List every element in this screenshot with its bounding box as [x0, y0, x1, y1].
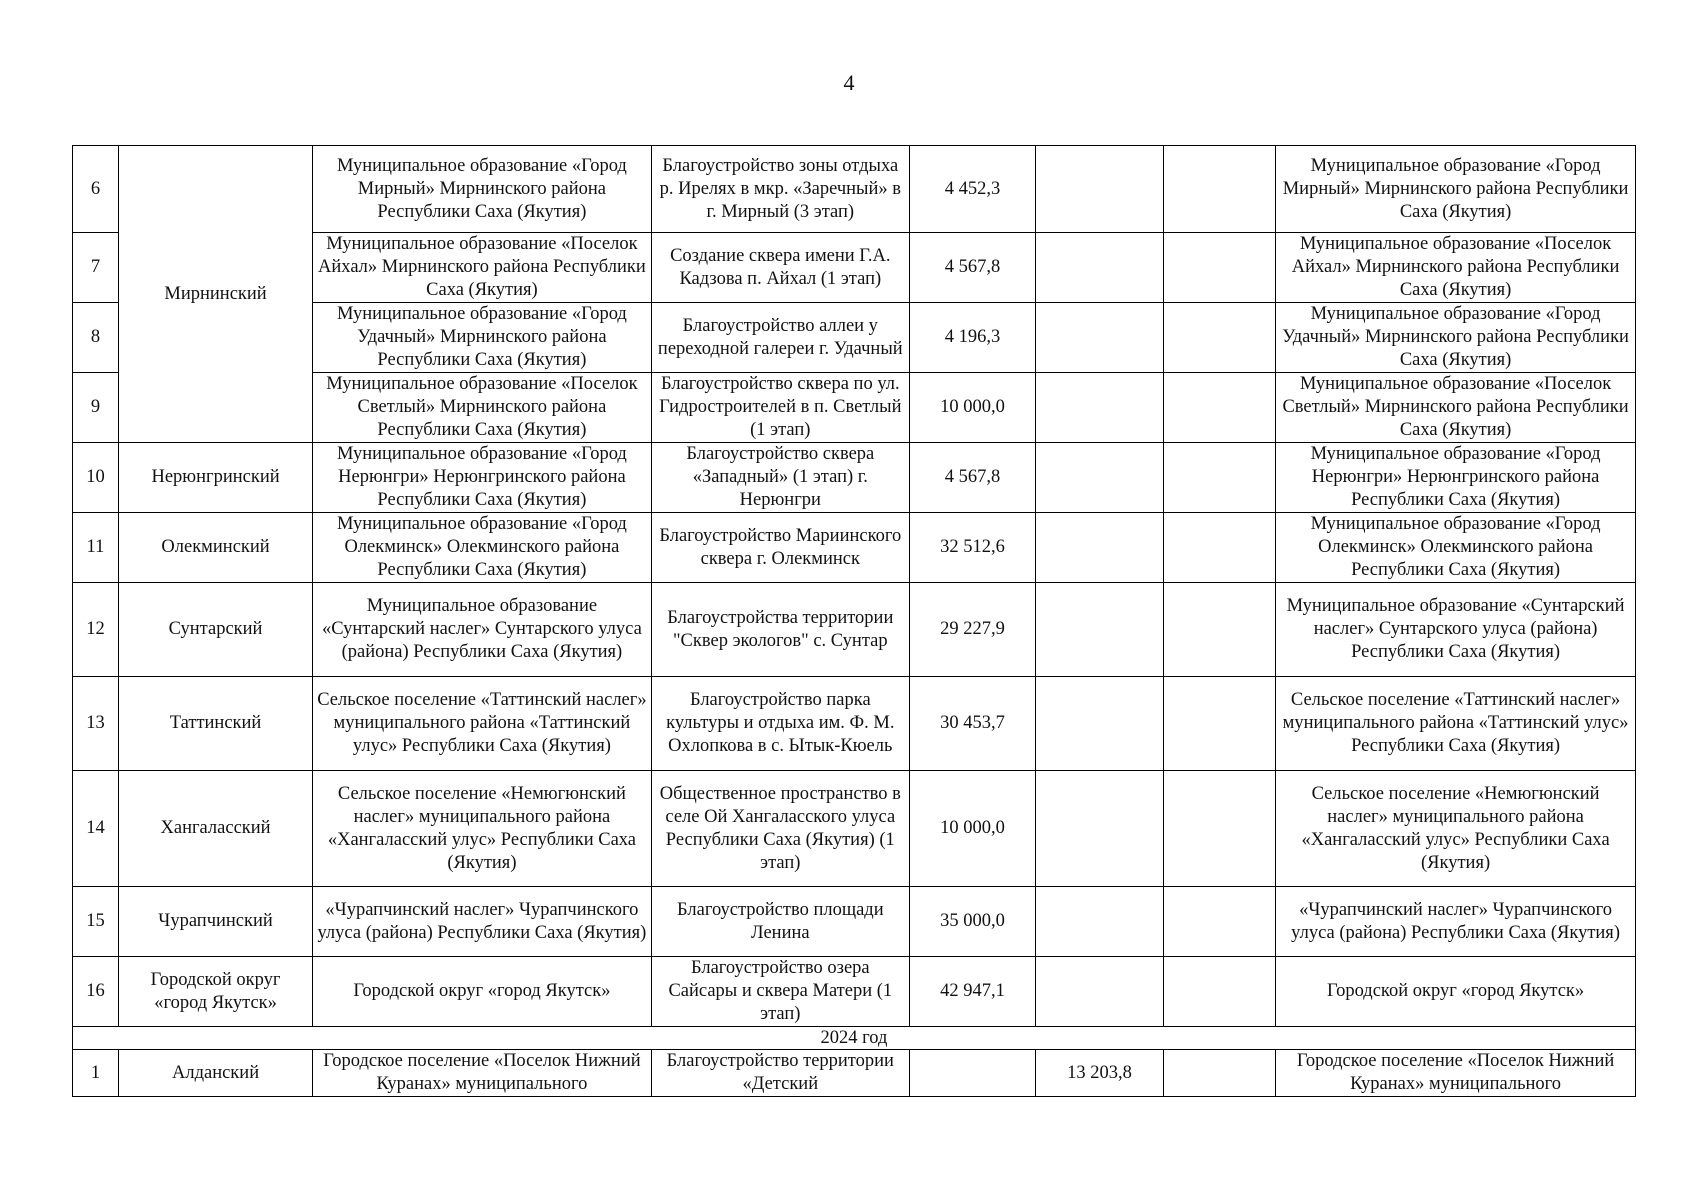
table-row [73, 887, 1636, 957]
table-row [73, 443, 1636, 513]
district-cell: Мирнинский [118, 146, 312, 443]
municipality-cell: Муниципальное образование «Город Нерюнгри» Нерюнгринского района Республики Саха (Якутия) [313, 443, 651, 513]
amount-cell [1164, 1050, 1276, 1097]
executor-cell: Муниципальное образование «Город Мирный» Мирнинского района Республики Саха (Якутия) [1276, 146, 1636, 233]
row-number: 12 [73, 583, 119, 677]
row-number: 13 [73, 677, 119, 771]
project-cell: Благоустройство парка культуры и отдыха им. Ф. М. Охлопкова в с. Ытык-Кюель [651, 677, 909, 771]
row-number: 15 [73, 887, 119, 957]
amount-cell: 4 567,8 [909, 233, 1035, 303]
district-cell: Нерюнгринский [118, 443, 312, 513]
row-number: 7 [73, 233, 119, 303]
district-cell: Сунтарский [118, 583, 312, 677]
amount-cell [1035, 443, 1163, 513]
row-number: 1 [73, 1050, 119, 1097]
row-number: 6 [73, 146, 119, 233]
amount-cell [1164, 583, 1276, 677]
executor-cell: Городской округ «город Якутск» [1276, 957, 1636, 1027]
amount-cell [1164, 513, 1276, 583]
amount-cell [1164, 233, 1276, 303]
amount-cell: 4 567,8 [909, 443, 1035, 513]
table-row [73, 677, 1636, 771]
executor-cell: Городское поселение «Поселок Нижний Куранах» муниципального [1276, 1050, 1636, 1097]
amount-cell [1035, 957, 1163, 1027]
amount-cell [1035, 146, 1163, 233]
municipality-cell: Муниципальное образование «Сунтарский наслег» Сунтарского улуса (района) Республики Саха (Якутия) [313, 583, 651, 677]
row-number: 11 [73, 513, 119, 583]
amount-cell: 10 000,0 [909, 771, 1035, 887]
executor-cell: Муниципальное образование «Город Нерюнгри» Нерюнгринского района Республики Саха (Якутия) [1276, 443, 1636, 513]
project-cell: Общественное пространство в селе Ой Хангаласского улуса Республики Саха (Якутия) (1 этап) [651, 771, 909, 887]
page-number: 4 [843, 70, 855, 95]
executor-cell: «Чурапчинский наслег» Чурапчинского улуса (района) Республики Саха (Якутия) [1276, 887, 1636, 957]
executor-cell: Муниципальное образование «Поселок Светлый» Мирнинского района Республики Саха (Якутия) [1276, 373, 1636, 443]
municipality-cell: Муниципальное образование «Поселок Айхал» Мирнинского района Республики Саха (Якутия) [313, 233, 651, 303]
amount-cell: 42 947,1 [909, 957, 1035, 1027]
municipality-cell: «Чурапчинский наслег» Чурапчинского улуса (района) Республики Саха (Якутия) [313, 887, 651, 957]
district-cell: Хангаласский [118, 771, 312, 887]
project-cell: Благоустройство территории «Детский [651, 1050, 909, 1097]
project-cell: Благоустройство Мариинского сквера г. Олекминск [651, 513, 909, 583]
table-row [73, 583, 1636, 677]
project-cell: Благоустройство сквера «Западный» (1 этап) г. Нерюнгри [651, 443, 909, 513]
amount-cell: 4 196,3 [909, 303, 1035, 373]
amount-cell [1164, 443, 1276, 513]
amount-cell [1164, 771, 1276, 887]
table-row [73, 957, 1636, 1027]
municipality-cell: Городской округ «город Якутск» [313, 957, 651, 1027]
amount-cell [1035, 233, 1163, 303]
amount-cell: 35 000,0 [909, 887, 1035, 957]
amount-cell [1035, 303, 1163, 373]
project-cell: Благоустройство аллеи у переходной галереи г. Удачный [651, 303, 909, 373]
row-number: 8 [73, 303, 119, 373]
municipality-cell: Сельское поселение «Таттинский наслег» муниципального района «Таттинский улус» Республики Саха (Якутия) [313, 677, 651, 771]
row-number: 14 [73, 771, 119, 887]
amount-cell [1035, 677, 1163, 771]
project-cell: Благоустройства территории "Сквер экологов" с. Сунтар [651, 583, 909, 677]
amount-cell: 13 203,8 [1035, 1050, 1163, 1097]
municipality-cell: Муниципальное образование «Город Мирный» Мирнинского района Республики Саха (Якутия) [313, 146, 651, 233]
project-cell: Благоустройство озера Сайсары и сквера Матери (1 этап) [651, 957, 909, 1027]
amount-cell [1164, 677, 1276, 771]
table-row [73, 771, 1636, 887]
year-header: 2024 год [73, 1027, 1636, 1050]
row-number: 10 [73, 443, 119, 513]
executor-cell: Сельское поселение «Таттинский наслег» муниципального района «Таттинский улус» Республики Саха (Якутия) [1276, 677, 1636, 771]
executor-cell: Муниципальное образование «Город Удачный» Мирнинского района Республики Саха (Якутия) [1276, 303, 1636, 373]
municipality-cell: Муниципальное образование «Поселок Светлый» Мирнинского района Республики Саха (Якутия) [313, 373, 651, 443]
amount-cell [1164, 303, 1276, 373]
amount-cell [1164, 146, 1276, 233]
amount-cell [1164, 373, 1276, 443]
project-cell: Создание сквера имени Г.А. Кадзова п. Айхал (1 этап) [651, 233, 909, 303]
district-cell: Городской округ «город Якутск» [118, 957, 312, 1027]
municipality-cell: Сельское поселение «Немюгюнский наслег» муниципального района «Хангаласский улус» Республики Саха (Якутия) [313, 771, 651, 887]
table-row [73, 146, 1636, 233]
row-number: 9 [73, 373, 119, 443]
municipality-cell: Муниципальное образование «Город Олекминск» Олекминского района Республики Саха (Якутия) [313, 513, 651, 583]
executor-cell: Муниципальное образование «Город Олекминск» Олекминского района Республики Саха (Якутия) [1276, 513, 1636, 583]
projects-table [72, 145, 1636, 1097]
district-cell: Чурапчинский [118, 887, 312, 957]
row-number: 16 [73, 957, 119, 1027]
amount-cell: 30 453,7 [909, 677, 1035, 771]
project-cell: Благоустройство площади Ленина [651, 887, 909, 957]
table-row [73, 513, 1636, 583]
amount-cell [1164, 887, 1276, 957]
project-cell: Благоустройство сквера по ул. Гидростроителей в п. Светлый (1 этап) [651, 373, 909, 443]
amount-cell: 29 227,9 [909, 583, 1035, 677]
amount-cell [1035, 373, 1163, 443]
project-cell: Благоустройство зоны отдыха р. Ирелях в мкр. «Заречный» в г. Мирный (3 этап) [651, 146, 909, 233]
amount-cell [1035, 513, 1163, 583]
district-cell: Таттинский [118, 677, 312, 771]
municipality-cell: Муниципальное образование «Город Удачный» Мирнинского района Республики Саха (Якутия) [313, 303, 651, 373]
year-header-row [73, 1027, 1636, 1050]
amount-cell: 10 000,0 [909, 373, 1035, 443]
district-cell: Олекминский [118, 513, 312, 583]
executor-cell: Сельское поселение «Немюгюнский наслег» муниципального района «Хангаласский улус» Республики Саха (Якутия) [1276, 771, 1636, 887]
amount-cell: 32 512,6 [909, 513, 1035, 583]
district-cell: Алданский [118, 1050, 312, 1097]
table-row [73, 1050, 1636, 1097]
amount-cell [1035, 583, 1163, 677]
executor-cell: Муниципальное образование «Сунтарский наслег» Сунтарского улуса (района) Республики Саха (Якутия) [1276, 583, 1636, 677]
amount-cell: 4 452,3 [909, 146, 1035, 233]
amount-cell [1035, 887, 1163, 957]
amount-cell [1164, 957, 1276, 1027]
amount-cell [1035, 771, 1163, 887]
executor-cell: Муниципальное образование «Поселок Айхал» Мирнинского района Республики Саха (Якутия) [1276, 233, 1636, 303]
municipality-cell: Городское поселение «Поселок Нижний Куранах» муниципального [313, 1050, 651, 1097]
amount-cell [909, 1050, 1035, 1097]
